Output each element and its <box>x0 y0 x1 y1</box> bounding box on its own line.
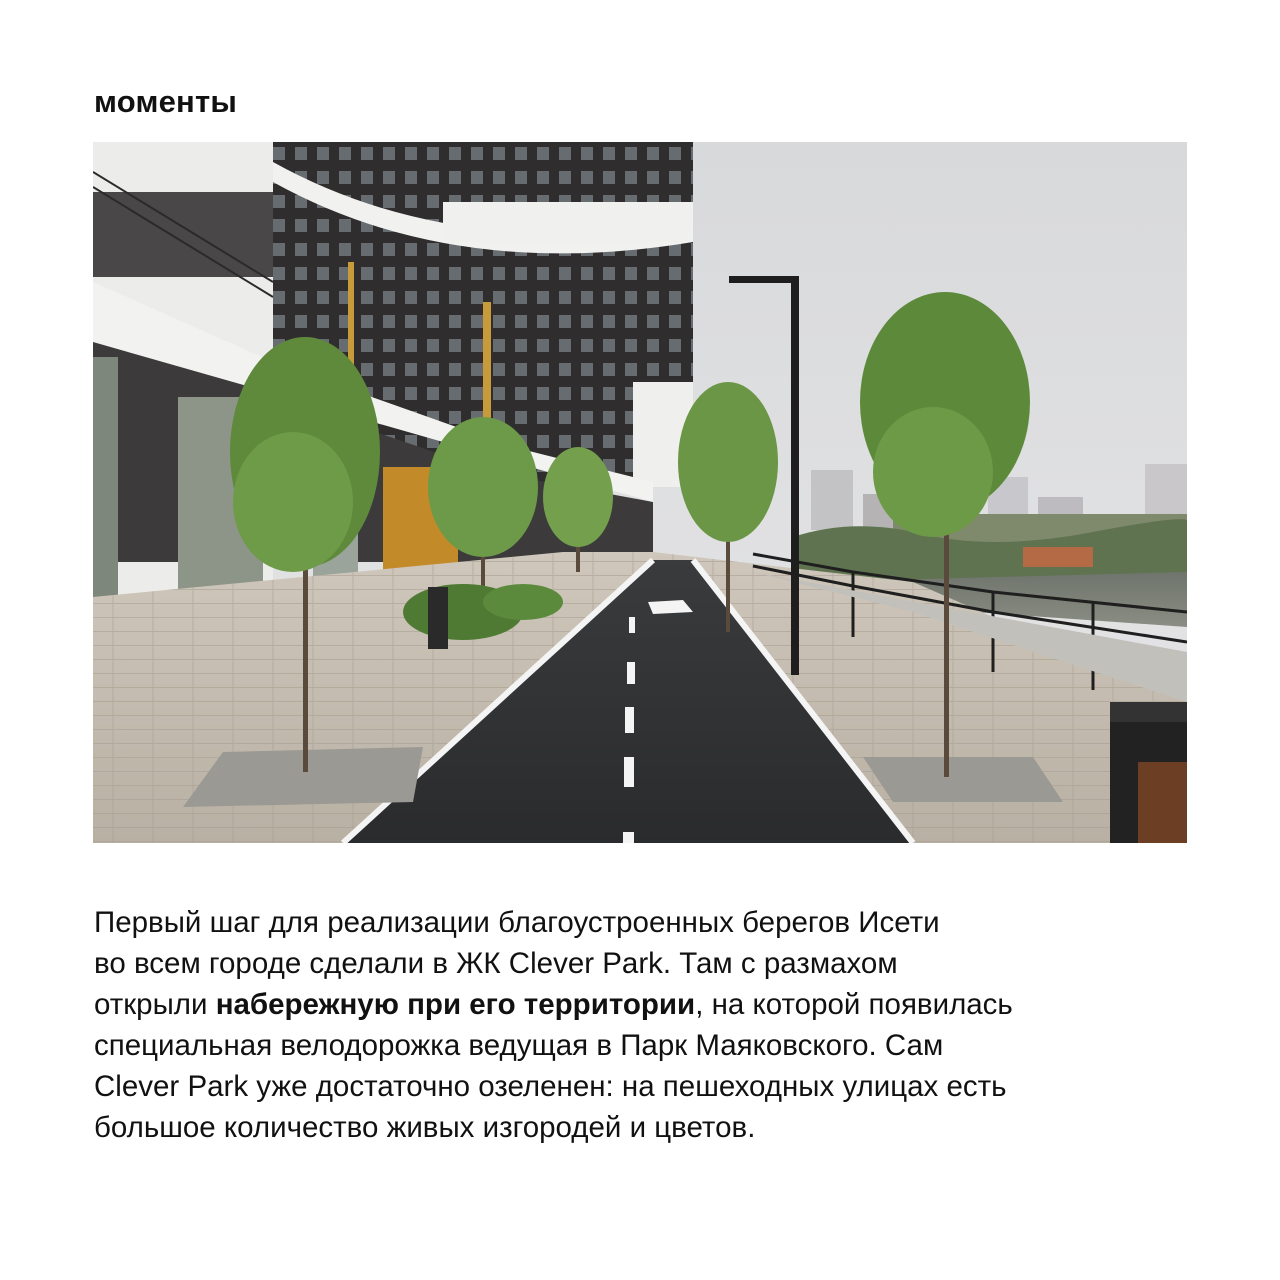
page-title: моменты <box>94 84 238 119</box>
article-run: большое количество живых изгородей и цветов. <box>94 1111 756 1144</box>
article-run: Clever Park уже достаточно озеленен: на пешеходных улицах есть <box>94 1070 1007 1103</box>
article-run: во всем городе сделали в ЖК Clever Park. Там с размахом <box>94 947 898 980</box>
article-run: , на которой появилась <box>695 988 1013 1021</box>
article-line <box>94 943 1194 984</box>
article-run: открыли <box>94 988 216 1021</box>
article-highlight: набережную при его территории <box>215 988 696 1021</box>
article-line <box>94 1107 1194 1148</box>
embankment-photo-illustration <box>93 142 1187 843</box>
article-line <box>94 1066 1194 1107</box>
article-line <box>94 902 1194 943</box>
article-line <box>94 1025 1194 1066</box>
article-line <box>94 984 1194 1025</box>
article-run: Первый шаг для реализации благоустроенных берегов Исети <box>94 906 940 939</box>
article-run: специальная велодорожка ведущая в Парк Маяковского. Сам <box>94 1029 944 1062</box>
article-text <box>94 902 1194 1148</box>
embankment-photo <box>93 142 1187 843</box>
